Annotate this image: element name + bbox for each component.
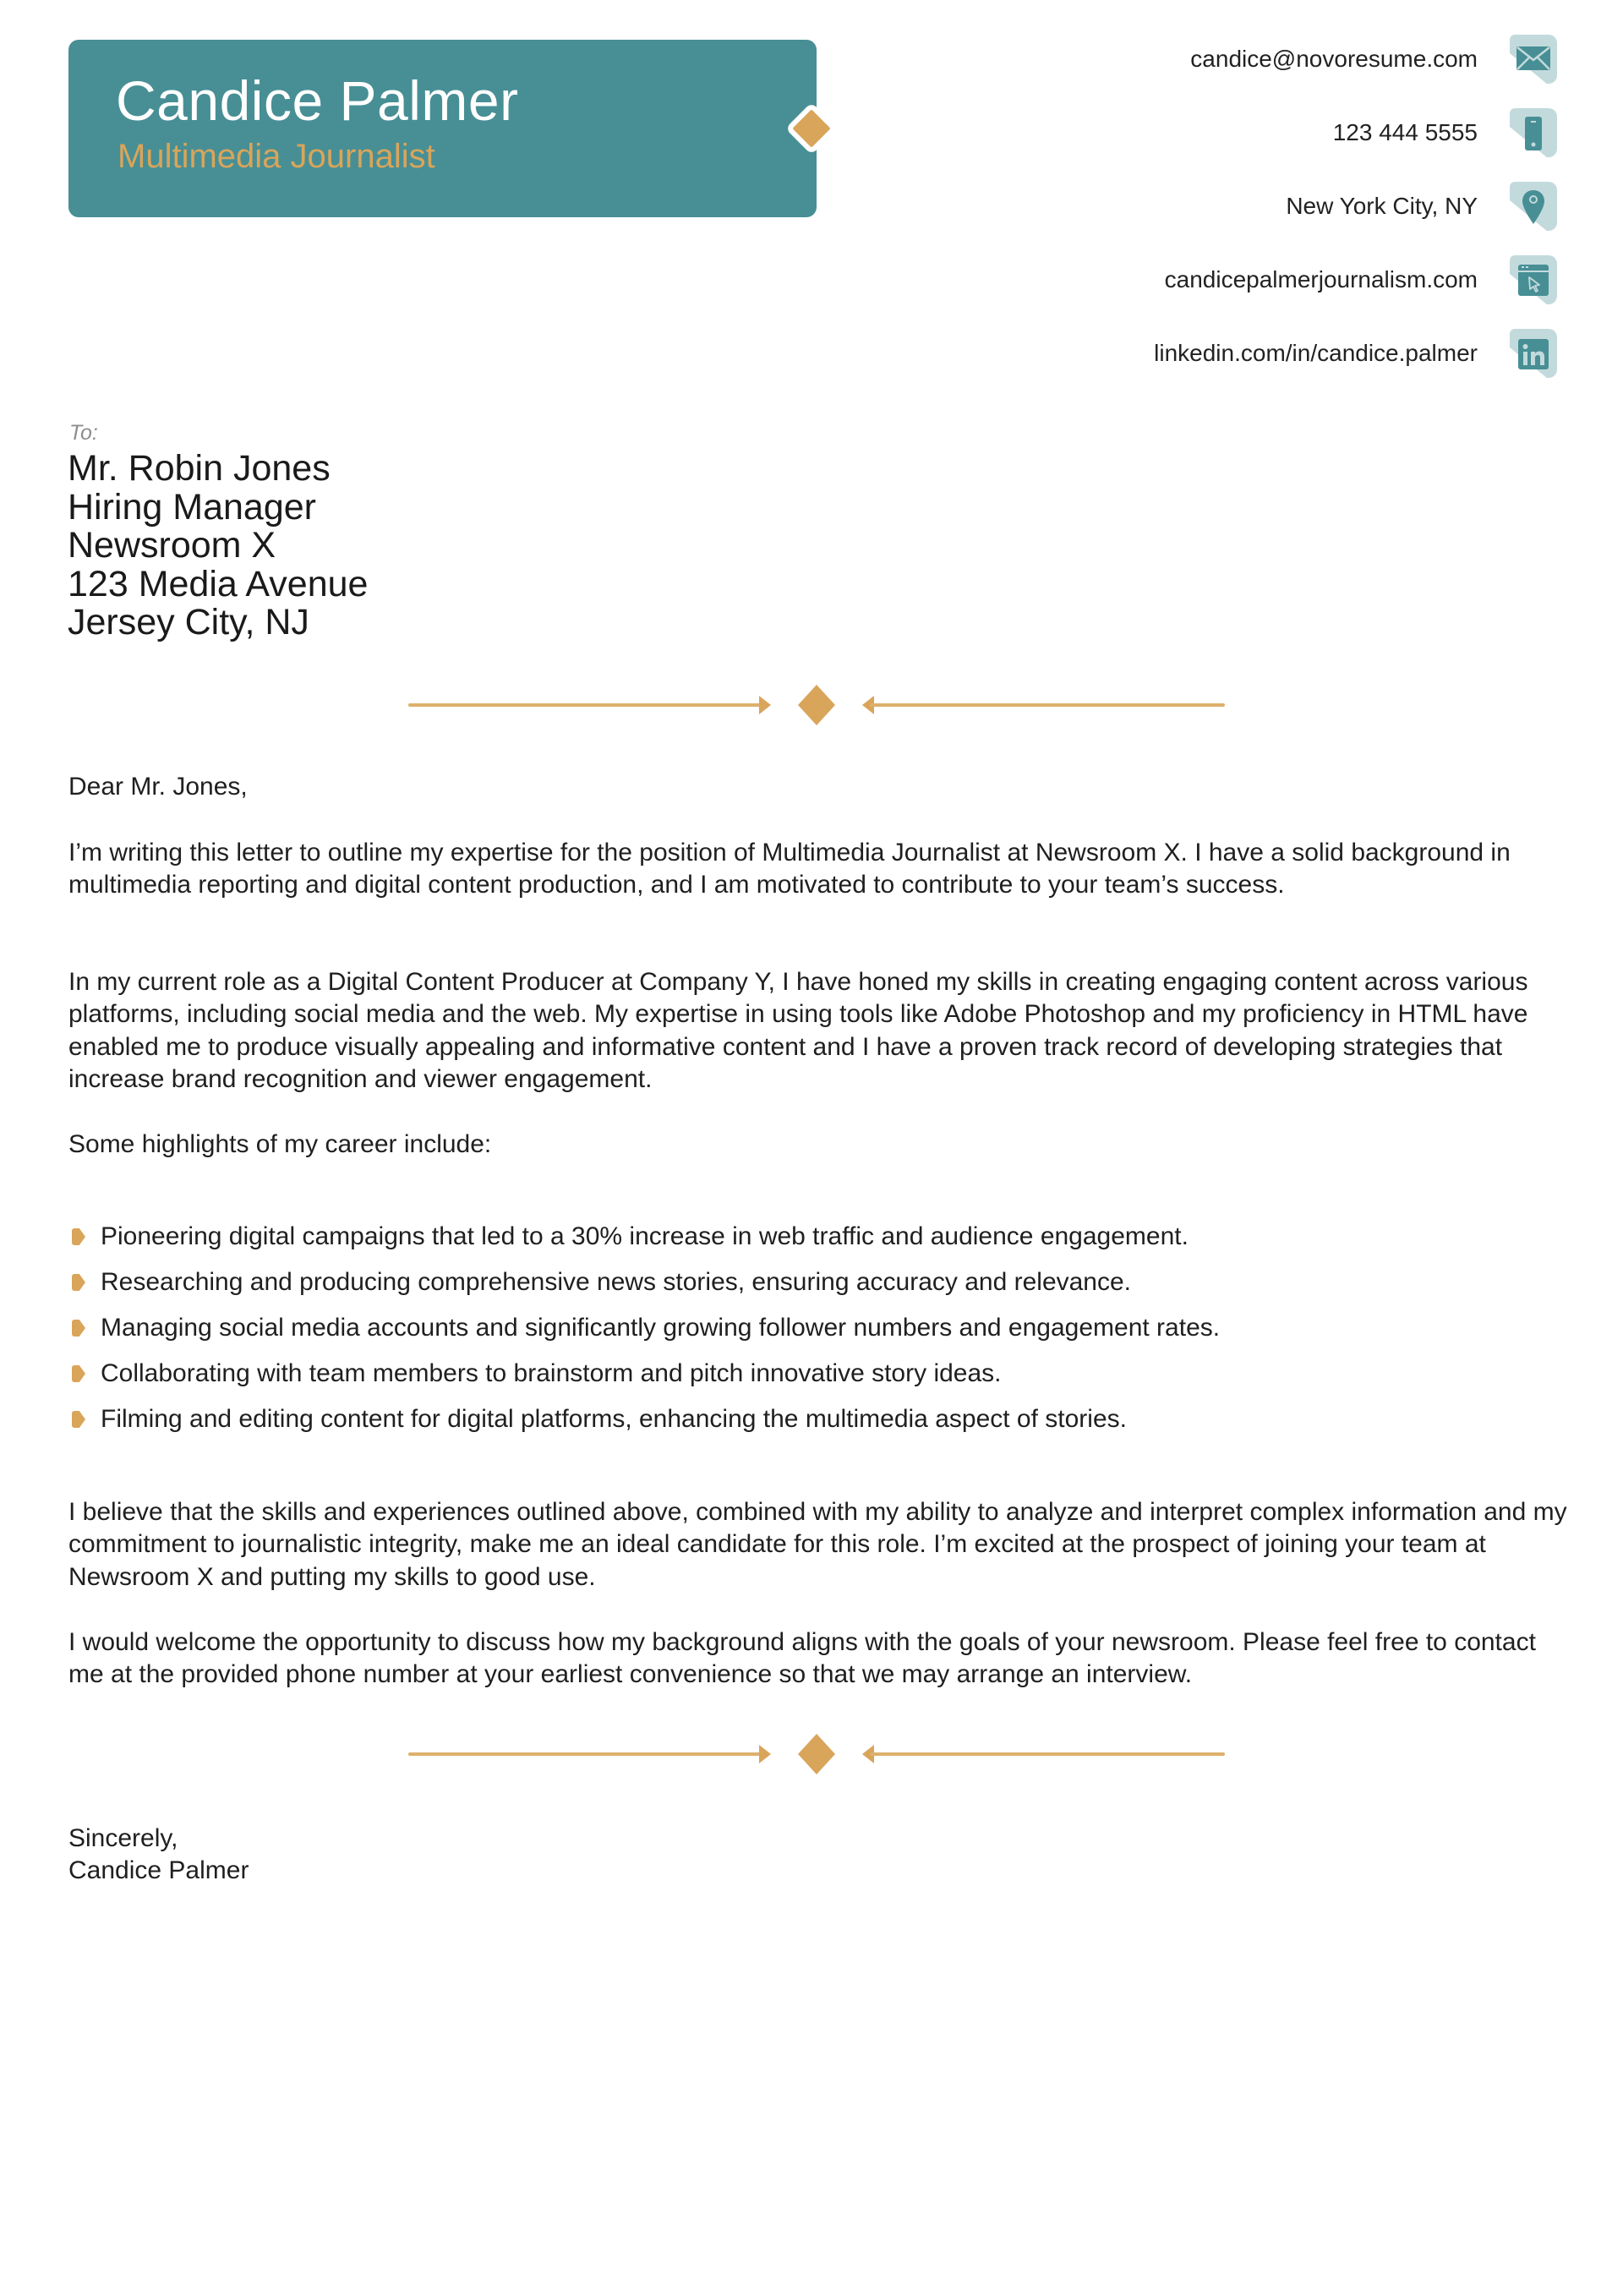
divider-line-left: [408, 1752, 763, 1756]
applicant-title: Multimedia Journalist: [117, 138, 435, 175]
divider-line-right: [870, 1752, 1225, 1756]
header-banner: [68, 40, 817, 217]
letter-paragraph-1: I’m writing this letter to outline my expertise for the position of Multimedia Journalist at Newsroom X. I have a solid background in multimedia reporting and digital content production, and I am motivated to contribute to your team’s success.: [68, 839, 1511, 899]
contact-location-text: New York City, NY: [1286, 193, 1478, 219]
divider-line-right: [870, 703, 1225, 707]
highlight-text: Pioneering digital campaigns that led to a 30% increase in web traffic and audience engagement.: [101, 1222, 1189, 1250]
bullet-arrow-icon: [72, 1320, 85, 1337]
section-divider-top: [408, 684, 1225, 726]
letter-signoff: Sincerely,: [68, 1824, 178, 1852]
list-item: [68, 1403, 1573, 1449]
contact-linkedin[interactable]: [1154, 328, 1557, 379]
letter-greeting: Dear Mr. Jones,: [68, 773, 248, 801]
list-item: [68, 1266, 1573, 1312]
divider-line-left: [408, 703, 763, 707]
bullet-arrow-icon: [72, 1365, 85, 1382]
contact-phone[interactable]: [1333, 107, 1557, 158]
list-item: [68, 1358, 1573, 1403]
bullet-arrow-icon: [72, 1411, 85, 1428]
letter-paragraph-3: I believe that the skills and experiences outlined above, combined with my ability to analyze and interpret complex information and my commitment to journalistic integrity, make me an ideal candidate for this role. I’m excited at the prospect of joining your team at Newsroom X and putting my skills to good use.: [68, 1498, 1567, 1591]
highlight-text: Collaborating with team members to brainstorm and pitch innovative story ideas.: [101, 1359, 1002, 1387]
highlights-intro: Some highlights of my career include:: [68, 1130, 492, 1158]
bullet-arrow-icon: [72, 1228, 85, 1245]
recipient-name: Mr. Robin Jones: [68, 448, 331, 489]
linkedin-icon: [1510, 329, 1557, 378]
bullet-arrow-icon: [72, 1274, 85, 1291]
email-icon: [1510, 35, 1557, 84]
contact-linkedin-text[interactable]: linkedin.com/in/candice.palmer: [1154, 340, 1478, 366]
divider-arrow-right-pointing: [759, 696, 771, 714]
highlight-text: Managing social media accounts and significantly growing follower numbers and engagement rates.: [101, 1314, 1221, 1342]
contact-email[interactable]: [1190, 34, 1557, 85]
highlight-text: Researching and producing comprehensive news stories, ensuring accuracy and relevance.: [101, 1268, 1132, 1296]
highlight-text: Filming and editing content for digital platforms, enhancing the multimedia aspect of stories.: [101, 1405, 1127, 1433]
recipient-company: Newsroom X: [68, 525, 276, 566]
divider-arrow-right-pointing: [759, 1745, 771, 1763]
recipient-address: [68, 450, 368, 642]
letter-paragraph-2: In my current role as a Digital Content Producer at Company Y, I have honed my skills in creating engaging content across various platforms, including social media and the web. My expertise in using tools like Adobe Photoshop and my proficiency in HTML have enabled me to produce visually appealing and informative content and I have a proven track record of developing strategies that increase brand recognition and viewer engagement.: [68, 968, 1528, 1094]
letter-signature: Candice Palmer: [68, 1856, 249, 1884]
divider-diamond-icon: [798, 685, 835, 725]
list-item: [68, 1221, 1573, 1266]
recipient-role: Hiring Manager: [68, 486, 316, 528]
contact-phone-text[interactable]: 123 444 5555: [1332, 119, 1478, 145]
location-pin-icon: [1510, 182, 1557, 231]
recipient-label: To:: [69, 421, 98, 445]
letter-paragraph-4: I would welcome the opportunity to discuss how my background aligns with the goals of your newsroom. Please feel free to contact me at the provided phone number at your earliest convenience so that we may arrange an interview.: [68, 1628, 1536, 1689]
contact-email-text[interactable]: candice@novoresume.com: [1190, 46, 1478, 72]
contact-website[interactable]: [1165, 254, 1557, 305]
recipient-city: Jersey City, NJ: [68, 602, 309, 642]
list-item: [68, 1312, 1573, 1358]
contact-website-text[interactable]: candicepalmerjournalism.com: [1164, 266, 1478, 292]
contact-location: [1286, 181, 1557, 232]
recipient-street: 123 Media Avenue: [68, 563, 369, 604]
divider-diamond-icon: [798, 1734, 835, 1774]
highlights-list: [68, 1221, 1573, 1449]
phone-icon: [1510, 108, 1557, 157]
section-divider-bottom: [408, 1733, 1225, 1775]
website-icon: [1510, 255, 1557, 304]
applicant-name: Candice Palmer: [116, 69, 519, 132]
